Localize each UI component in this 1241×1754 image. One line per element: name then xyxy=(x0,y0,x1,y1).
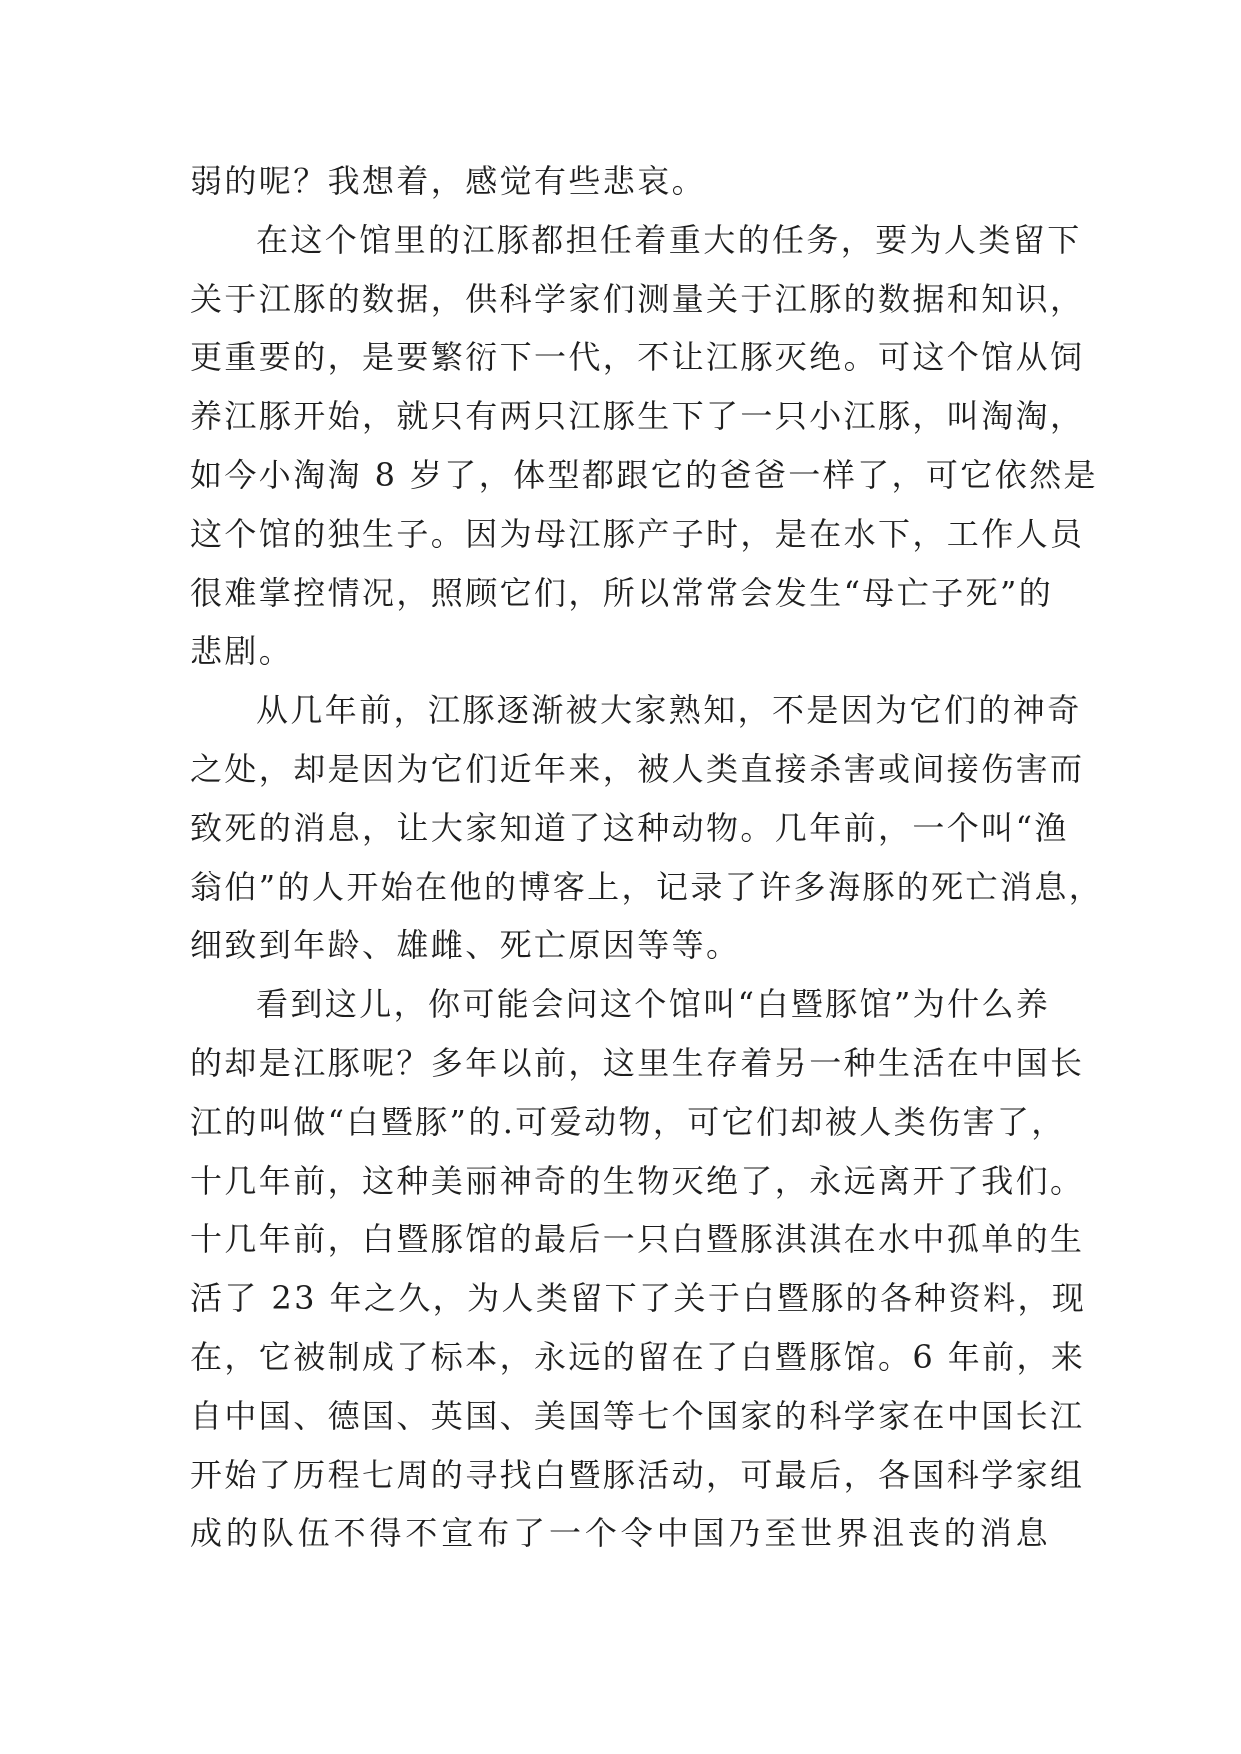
text-line: 如今小淘淘 8 岁了，体型都跟它的爸爸一样了，可它依然是 xyxy=(190,455,1098,494)
paragraph-first-line: 从几年前，江豚逐渐被大家熟知，不是因为它们的神奇 xyxy=(256,691,1082,730)
text-line: 的却是江豚呢？多年以前，这里生存着另一种生活在中国长 xyxy=(190,1043,1085,1082)
paragraph-first-line: 在这个馆里的江豚都担任着重大的任务，要为人类留下 xyxy=(256,220,1082,259)
text-line: 悲剧。 xyxy=(190,632,294,671)
text-line: 江的叫做“白暨豚”的.可爱动物，可它们却被人类伤害了， xyxy=(190,1102,1066,1141)
text-line: 弱的呢？我想着，感觉有些悲哀。 xyxy=(190,162,707,200)
text-line: 更重要的，是要繁衍下一代，不让江豚灭绝。可这个馆从饲 xyxy=(190,338,1085,377)
text-line: 开始了历程七周的寻找白暨豚活动，可最后，各国科学家组 xyxy=(190,1455,1085,1494)
text-line: 翁伯”的人开始在他的博客上，记录了许多海豚的死亡消息， xyxy=(190,867,1104,906)
text-line: 十几年前，白暨豚馆的最后一只白暨豚淇淇在水中孤单的生 xyxy=(190,1220,1085,1259)
text-line: 之处，却是因为它们近年来，被人类直接杀害或间接伤害而 xyxy=(190,749,1085,788)
text-line: 自中国、德国、英国、美国等七个国家的科学家在中国长江 xyxy=(190,1396,1085,1435)
text-line: 细致到年龄、雄雌、死亡原因等等。 xyxy=(190,926,741,965)
paragraph-first-line: 看到这儿，你可能会问这个馆叫“白暨豚馆”为什么养 xyxy=(256,985,1051,1024)
text-line: 活了 23 年之久，为人类留下了关于白暨豚的各种资料，现 xyxy=(190,1279,1087,1318)
text-line: 这个馆的独生子。因为母江豚产子时，是在水下，工作人员 xyxy=(190,514,1085,553)
text-line: 在，它被制成了标本，永远的留在了白暨豚馆。6 年前，来 xyxy=(190,1337,1086,1376)
text-line: 致死的消息，让大家知道了这种动物。几年前，一个叫“渔 xyxy=(190,808,1069,847)
text-line: 养江豚开始，就只有两只江豚生下了一只小江豚，叫淘淘， xyxy=(190,397,1085,436)
text-line: 关于江豚的数据，供科学家们测量关于江豚的数据和知识， xyxy=(190,279,1085,318)
text-line: 十几年前，这种美丽神奇的生物灭绝了，永远离开了我们。 xyxy=(190,1161,1085,1200)
article-body xyxy=(190,152,1104,1563)
text-line: 成的队伍不得不宣布了一个令中国乃至世界沮丧的消息 xyxy=(190,1514,1050,1553)
text-line: 很难掌控情况，照顾它们，所以常常会发生“母亡子死”的 xyxy=(190,573,1054,612)
